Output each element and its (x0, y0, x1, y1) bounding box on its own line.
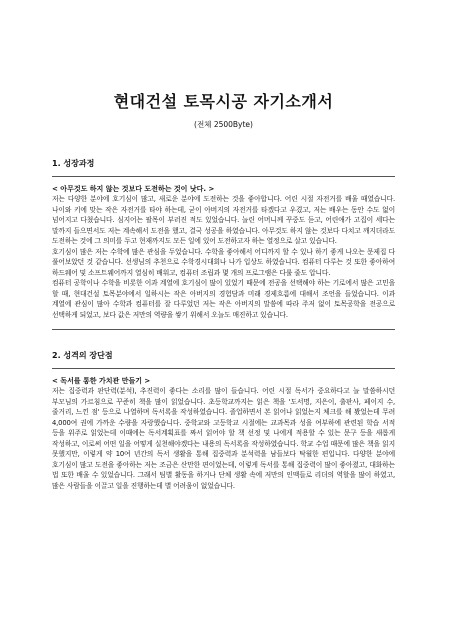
section-motto-personality: < 독서를 통한 가치관 만들기 > (52, 377, 151, 385)
section-divider (52, 176, 395, 177)
section-divider (52, 368, 395, 369)
section-heading-growth: 1. 성장과정 (52, 159, 95, 168)
section-motto-growth: < 아무것도 하지 않는 것보다 도전하는 것이 낫다. > (52, 185, 215, 193)
document-subtitle: (전체 2500Byte) (194, 120, 253, 129)
section-divider (52, 329, 395, 330)
paragraph: 저는 다양한 분야에 호기심이 많고, 새로운 분야에 도전하는 것을 좋아합니다. 어린 시절 자전거를 배울 때였습니다. 나이와 키에 맞는 작은 자전거를 타야 하는데, 굳이 아버지의 자전거를 타겠다고 우겼고, 저는 배우는 동안 수도 없이 넘어지고 다쳤습니다. 심지어는 팔목이 부러진 적도 있었습니다. 늘린 어머니께 꾸중도 듣고, 어린애가 고집이 세다는 말까지 들으면서도 저는 계속해서 도전을 했고, 결국 성공을 하였습니다. 아무것도 하지 않는 것보다 다치고 깨지더라도 도전하는 것에 그 의미를 두고 현재까지도 모든 일에 있어 도전하고자 하는 열정으로 살고 있습니다. (52, 195, 395, 245)
paragraph: 저는 집중력과 판단력(분석), 추진력이 좋다는 소리를 많이 들습니다. 어린 시절 독서가 중요하다고 늘 말씀하시던 부모님의 가르침으로 꾸준히 책을 많이 읽었습니다. 초등학교까지는 읽은 책을 '도서명, 지은이, 출판사, 페이지 수, 줄거리, 느낀 점' 등으로 나열하며 독서록을 작성하였습니다. 졸업하면서 본 읽어나 읽었는지 체크를 해 봤었는데 무려 4,000여 권에 가까운 수량을 자랑했습니다. 중학교와 고등학교 시절에는 교과목과 성을 여부하에 관련된 학습 서적 등을 위주로 읽었는데 이때에는 독서계획표를 짜서 읽어야 할 책 선정 및 나에게 적용할 수 있는 문구 등을 새롭게 작성하고, 이로써 어떤 일을 어떻게 실천해야겠다는 내용의 독서록을 작성하였습니다. 학교 수업 때문에 많은 책을 읽지 못했지만, 이렇게 약 10여 년간의 독서 생활을 통해 집중력과 분석력을 남들보다 탁월한 편입니다. 다양한 분야에 호기심이 많고 도전을 좋아하는 저는 조금은 산만한 편이었는데, 이렇게 독서를 통해 집중력이 많이 좋아졌고, 대화하는 법 또한 배울 수 있었습니다. 그래서 팀별 활동을 하거나 단체 생활 속에 저만의 인맥들로 리더의 역할을 많이 하였고, 많은 사람들을 이끌고 일을 진행하는데 별 어려움이 없었습니다. (52, 387, 396, 490)
document-title: 현대건설 토목시공 자기소개서 (113, 92, 334, 111)
section-heading-personality: 2. 성격의 장단점 (52, 351, 113, 360)
paragraph: 컴퓨터 공학이나 수학을 비롯한 이과 계열에 호기심이 많이 있었기 때문에 전공을 선택해야 하는 기로에서 많은 고민을 할 때, 현대건설 토목분야에서 일하시는 작은 아버지의 경험담과 미래 경제흐름에 대해서 조언을 들었습니다. 이과 계열에 관심이 많아 수학과 컴퓨터를 잘 다루었던 저는 작은 아버지의 말씀에 따라 주저 없이 토목공학을 전공으로 선택하게 되었고, 보다 값은 저만의 역량을 쌓기 위해서 오늘도 매진하고 있습니다. (52, 279, 395, 319)
document-page (0, 92, 450, 636)
paragraph: 호기심이 많은 저는 수학에 많은 관심을 두었습니다. 수학을 좋아해서 어디까지 할 수 있나 하기 좋게 나오는 문제집 다 풀어보았던 것 같습니다. 선생님의 추천으로 수학경시대회나 나가 입상도 하였습니다. 컴퓨터 다루는 것 또한 좋아하여 하드웨어 및 소프트웨어까지 열심히 배워고, 컴퓨터 조립과 몇 개의 프로그램은 다룰 줄도 압니다. (52, 247, 395, 277)
